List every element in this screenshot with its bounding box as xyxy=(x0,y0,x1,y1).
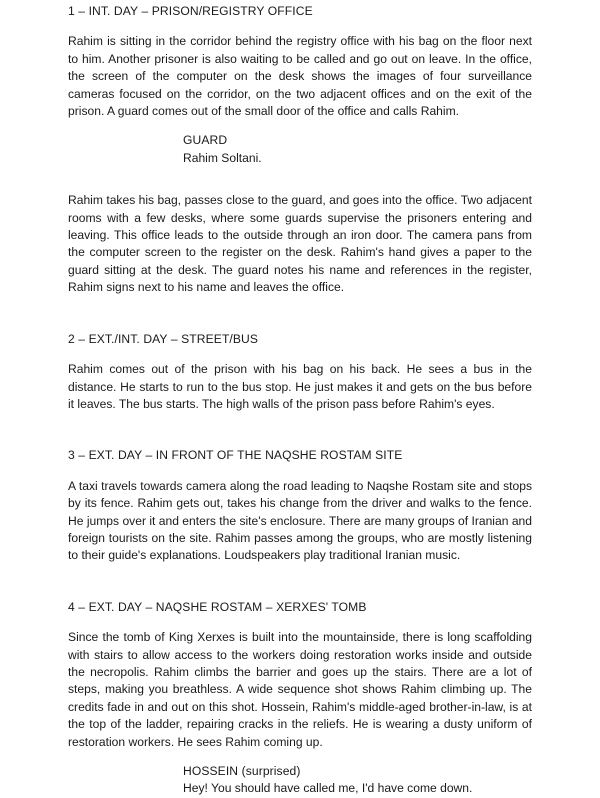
scene-4 xyxy=(68,599,532,798)
action-paragraph: A taxi travels towards camera along the road leading to Naqshe Rostam site and stops by its fence. Rahim gets out, takes his change from the driver and walks to the fence. He jumps over it and enters the site's enclosure. There are many groups of Iranian and foreign tourists on the site. Rahim passes among the groups, who are mostly listening to their guide's explanations. Loudspeakers play traditional Iranian music. xyxy=(68,478,532,563)
action-paragraph: Since the tomb of King Xerxes is built into the mountainside, there is long scaffolding with stairs to allow access to the workers doing restoration works inside and outside the necropolis. Rahim climbs the barrier and goes up the stairs. There are a lot of steps, making you breathless. A wide sequence shot shows Rahim climbing up. The credits fade in and out on this shot. Hossein, Rahim's middle-aged brother-in-law, is at the top of the ladder, repairing cracks in the reliefs. He is wearing a dusty uniform of restoration workers. He sees Rahim coming up. xyxy=(68,630,532,749)
scene-1 xyxy=(68,3,532,297)
dialogue-line: Hey! You should have called me, I'd have come down. xyxy=(183,781,473,796)
scene-heading: 3 – EXT. DAY – IN FRONT OF THE NAQSHE ROSTAM SITE xyxy=(68,448,403,463)
scene-3 xyxy=(68,447,532,564)
scene-2 xyxy=(68,331,532,414)
scene-heading: 1 – INT. DAY – PRISON/REGISTRY OFFICE xyxy=(68,4,313,18)
dialogue-line: Rahim Soltani. xyxy=(183,150,262,165)
dialogue-block xyxy=(183,763,532,798)
dialogue-block xyxy=(183,132,532,167)
character-name: HOSSEIN (surprised) xyxy=(183,764,301,778)
scene-heading: 4 – EXT. DAY – NAQSHE ROSTAM – XERXES' TOMB xyxy=(68,599,367,614)
scene-heading: 2 – EXT./INT. DAY – STREET/BUS xyxy=(68,331,259,346)
action-paragraph: Rahim comes out of the prison with his bag on his back. He sees a bus in the distance. He starts to run to the bus stop. He just makes it and gets on the bus before it leaves. The bus starts. The high walls of the prison pass before Rahim's eyes. xyxy=(68,362,532,411)
character-name: GUARD xyxy=(183,133,228,148)
action-paragraph: Rahim is sitting in the corridor behind the registry office with his bag on the floor next to him. Another prisoner is also waiting to be called and go out on leave. In the office, the screen of the computer on the desk shows the images of four surveillance cameras focused on the corridor, on the two adjacent offices and on the exit of the prison. A guard comes out of the small door of the office and calls Rahim. xyxy=(68,34,532,119)
action-paragraph: Rahim takes his bag, passes close to the guard, and goes into the office. Two adjacent rooms with a few desks, where some guards supervise the prisoners entering and leaving. This office leads to the outside through an iron door. The camera pans from the computer screen to the register on the desk. Rahim's hand gives a paper to the guard sitting at the desk. The guard notes his name and references in the register, Rahim signs next to his name and leaves the office. xyxy=(68,193,532,295)
